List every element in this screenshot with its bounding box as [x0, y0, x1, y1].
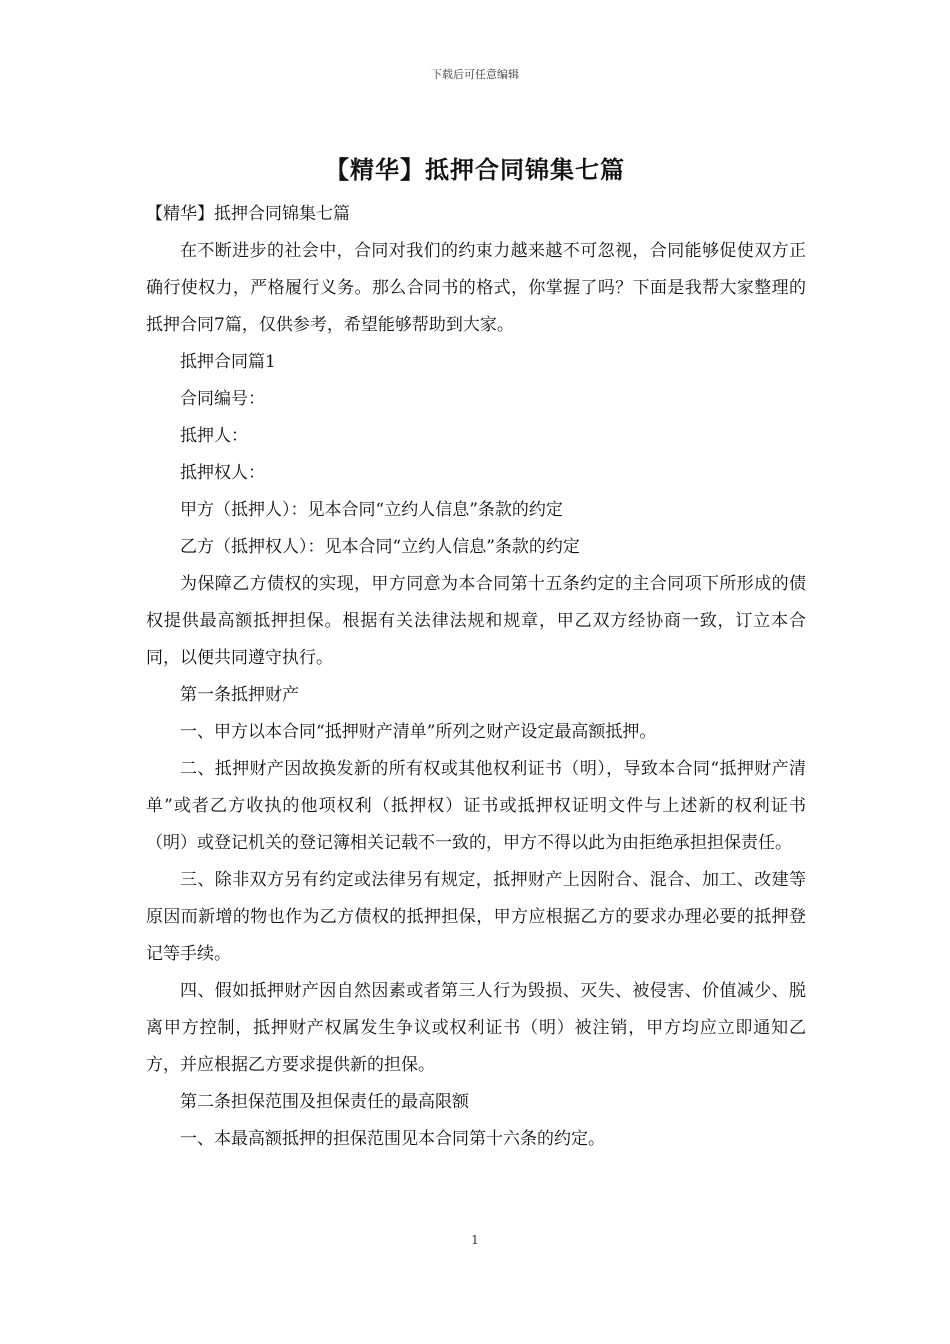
document-body [146, 196, 806, 1158]
clause: 一、甲方以本合同“抵押财产清单”所列之财产设定最高额抵押。 [180, 722, 657, 742]
party-a-line: 甲方（抵押人）：见本合同“立约人信息”条款的约定 [180, 500, 563, 520]
clause: 四、假如抵押财产因自然因素或者第三人行为毁损、灭失、被侵害、价值减少、脱离甲方控制，抵押财产权属发生争议或权利证书（明）被注销，甲方均应立即通知乙方，并应根据乙方要求提供新的担保。 [146, 981, 806, 1075]
clause: 三、除非双方另有约定或法律另有规定，抵押财产上因附合、混合、加工、改建等原因而新增的物也作为乙方债权的抵押担保，甲方应根据乙方的要求办理必要的抵押登记等手续。 [146, 870, 806, 964]
page-number: 1 [471, 1233, 479, 1247]
paragraph: 在不断进步的社会中，合同对我们的约束力越来越不可忽视，合同能够促使双方正确行使权力，严格履行义务。那么合同书的格式，你掌握了吗？下面是我帮大家整理的抵押合同7篇，仅供参考，希望能够帮助到大家。 [146, 241, 806, 335]
clause: 一、本最高额抵押的担保范围见本合同第十六条的约定。 [180, 1129, 605, 1149]
article-heading: 第一条抵押财产 [180, 685, 299, 705]
mortgagor-line: 抵押人： [180, 426, 248, 446]
paragraph: 【精华】抵押合同锦集七篇 [146, 204, 350, 224]
document-title: 【精华】抵押合同锦集七篇 [325, 156, 625, 184]
paragraph: 为保障乙方债权的实现，甲方同意为本合同第十五条约定的主合同项下所形成的债权提供最高额抵押担保。根据有关法律法规和规章，甲乙双方经协商一致，订立本合同，以便共同遵守执行。 [146, 574, 806, 668]
article-heading: 第二条担保范围及担保责任的最高限额 [180, 1092, 469, 1112]
mortgagee-line: 抵押权人： [180, 463, 265, 483]
header-note: 下载后可任意编辑 [431, 68, 519, 81]
party-b-line: 乙方（抵押权人）：见本合同“立约人信息”条款的约定 [180, 537, 580, 557]
clause: 二、抵押财产因故换发新的所有权或其他权利证书（明），导致本合同“抵押财产清单”或者乙方收执的他项权利（抵押权）证书或抵押权证明文件与上述新的权利证书（明）或登记机关的登记簿相关记载不一致的，甲方不得以此为由拒绝承担担保责任。 [146, 759, 806, 853]
contract-number-line: 合同编号： [180, 389, 265, 409]
section-heading: 抵押合同篇1 [180, 352, 276, 372]
